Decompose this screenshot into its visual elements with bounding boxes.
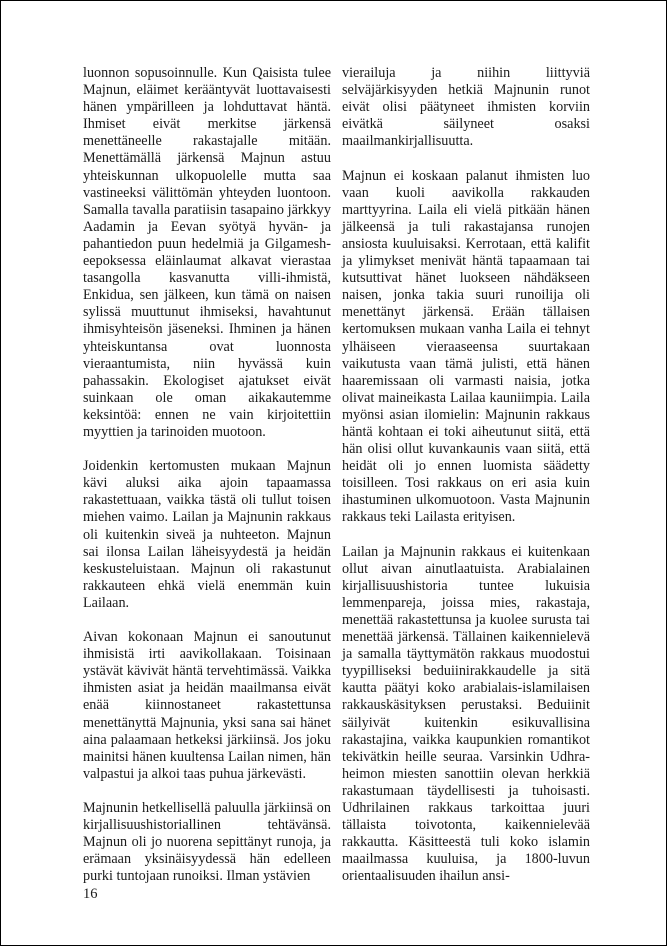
paragraph: Aivan kokonaan Majnun ei sanoutunut ihmisistä irti aavikollakaan. Toisinaan ystävät kävivät häntä tervehtimässä. Vaikka ihmisten asiat ja heidän maailmansa eivät enää kiinnostaneet rakastettunsa menettänyttä Majnunia, yksi sana sai hänet aina palaamaan hetkeksi järkiinsä. Jos joku mainitsi hänen kuultensa Lailan nimen, hän valpastui ja alkoi taas puhua järkevästi. — [83, 629, 331, 782]
paragraph: luonnon sopusoinnulle. Kun Qaisista tulee Majnun, eläimet kerääntyvät luottavaisesti hänen ympärilleen ja lohduttavat häntä. Ihmiset eivät merkitse järkensä menettäneelle rakastajalle mitään. Menettämällä järkensä Majnun astuu yhteiskunnan ulkopuolelle mutta saa vastineeksi välittömän yhteyden luontoon. Samalla tavalla paratiisin tasapaino järkkyy Aadamin ja Eevan syötyä hyvän- ja pahantiedon puun hedelmiä ja Gilgamesh-eepoksessa eläinlaumat alkavat vierastaa tasangolla kasvanutta villi-ihmistä, Enkidua, sen jälkeen, kun tämä on naisen sylissä muuttunut ihmiseksi, havahtunut ihmisyhteisön jäseneksi. Ihminen ja hänen yhteiskuntansa ovat luonnosta vieraantumista, niin hyvässä kuin pahassakin. Ekologiset ajatukset eivät suinkaan ole oman aikakautemme keksintöä: ennen ne vain kirjoitettiin myyttien ja tarinoiden muotoon. — [83, 65, 331, 440]
page-number: 16 — [83, 886, 98, 902]
paragraph: Majnunin hetkellisellä paluulla järkiinsä on kirjallisuushistoriallinen tehtävänsä. Majnun oli jo nuorena sepittänyt runoja, ja erämaan yksinäisyydessä hän edelleen purki tuntojaan runoiksi. Ilman ystävien — [83, 800, 331, 885]
paragraph: Joidenkin kertomusten mukaan Majnun kävi aluksi aika ajoin tapaamassa rakastettuaan, vaikka tästä oli tullut toisen miehen vaimo. Lailan ja Majnunin rakkaus oli kuitenkin siveä ja nuhteeton. Majnun sai ilonsa Lailan läheisyydestä ja heidän keskusteluistaan. Majnun oli rakastunut rakkauteen ehkä vielä enemmän kuin Lailaan. — [83, 458, 331, 611]
right-text-column — [342, 65, 590, 886]
paragraph: vierailuja ja niihin liittyviä selväjärkisyyden hetkiä Majnunin runot eivät olisi päätyneet ihmisten korviin eivätkä säilyneet osaksi maailmankirjallisuutta. — [342, 65, 590, 150]
paragraph: Lailan ja Majnunin rakkaus ei kuitenkaan ollut aivan ainutlaatuista. Arabialainen kirjallisuushistoria tuntee lukuisia lemmenpareja, joissa mies, rakastaja, menettää rakastettunsa ja kuolee surusta tai menettää järkensä. Tällainen kaikennielevä ja samalla täyttymätön rakkaus muodostui tyypilliseksi beduiinirakkaudelle ja sitä kautta päätyi koko arabialais-islamilaisen rakkauskäsityksen perustaksi. Beduiinit säilyivät kuitenkin esikuvallisina rakastajina, vaikka kaupunkien romantikot tekivätkin heille seuraa. Varsinkin Udhra-heimon miesten sanottiin olevan herkkiä rakastumaan täydellisesti ja tuhoisasti. Udhrilainen rakkaus tarkoittaa juuri tällaista toivotonta, kaikennielevää rakkautta. Käsitteestä tuli koko islamin maailmassa kuuluisa, ja 1800-luvun orientaalisuuden ihailun ansi- — [342, 543, 590, 885]
left-text-column — [83, 65, 331, 886]
paragraph: Majnun ei koskaan palanut ihmisten luo vaan kuoli aavikolla rakkauden marttyyrina. Laila eli vielä pitkään hänen jälkeensä ja tuli rakastajansa runojen ansiosta kuuluisaksi. Kerrotaan, että kalifit ja ylimykset menivät häntä tapaamaan tai kutsuttivat hänet luokseen nähdäkseen naisen, jonka takia suuri runoilija oli menettänyt järkensä. Erään tällaisen kertomuksen mukaan vanha Laila ei tehnyt ylhäiseen vieraaseensa suurtakaan vaikutusta vaan tämä julisti, että hänen haaremissaan oli varmasti naisia, jotka olivat maineikasta Lailaa kauniimpia. Laila myönsi asian ilomielin: Majnunin rakkaus häntä kohtaan ei toki aiheutunut siitä, että hän olisi ollut kuvankaunis vaan siitä, että heidät oli jo ennen luomista säädetty toisilleen. Tosi rakkaus on eri asia kuin ihastuminen ulkomuotoon. Vasta Majnunin rakkaus teki Lailasta erityisen. — [342, 167, 590, 526]
